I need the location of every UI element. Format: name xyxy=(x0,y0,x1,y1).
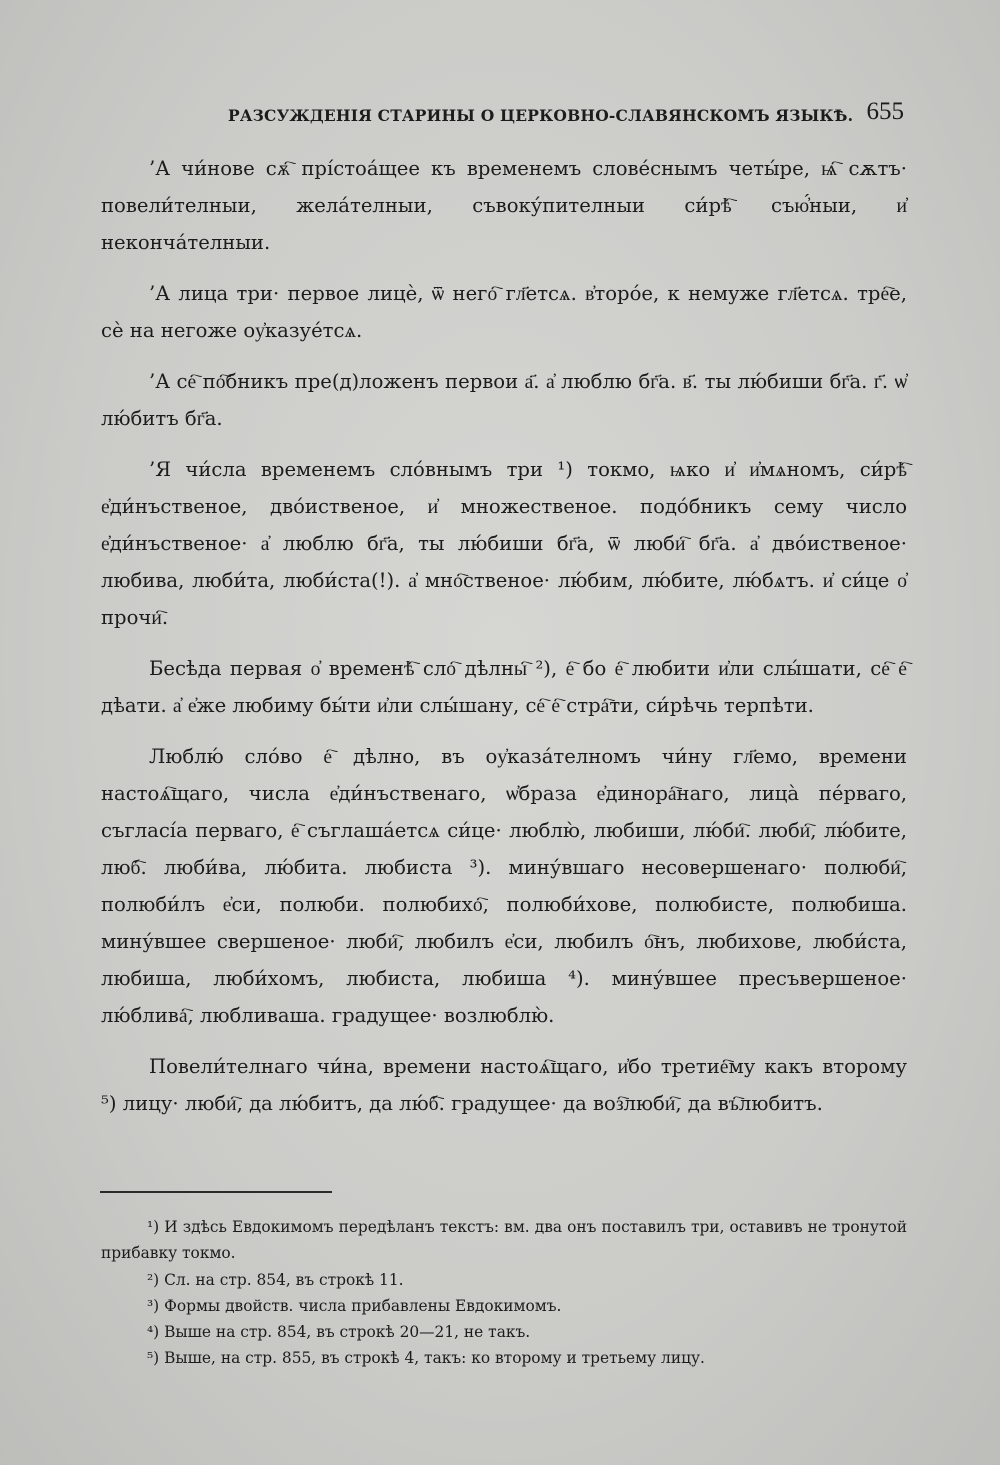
paragraph-person-example: ’А се҇ по҇бникъ пре(д)ложенъ первои а҃. а҆ люблю бг҃а. в҃. ты лю́биши бг҃а. г҃. ѡ҆ лю́битъ бг҃а. xyxy=(101,370,907,430)
footnote-2: ²) Сл. на стр. 854, въ строкѣ 11. xyxy=(147,1270,404,1289)
footnote-5: ⁵) Выше, на стр. 855, въ строкѣ 4, такъ: ко второму и третьему лицу. xyxy=(147,1349,705,1368)
page-number: 655 xyxy=(866,98,904,125)
paragraph-persons: ’А лица три· первое лицѐ, ѿ него҇ гл҃етсѧ. в҆торо́е, к немуже гл҃етсѧ. тре҇е, сѐ на негоже оу҆казуе́тсѧ. xyxy=(101,282,907,342)
main-text xyxy=(101,150,907,1136)
paragraph-first-discourse: Бесѣда первая о҆ временѣ҇ сло҇ дѣлны҇ ²), е҇ бо е҇ любити и҆ли слы́шати, се҇ е҇ дѣати. а҆ е҆же любиму бы́ти и҆ли слы́шану, се҇ е҇ стра҇ти, си́рѣчь терпѣти. xyxy=(101,657,907,717)
running-header xyxy=(228,100,908,130)
footnotes xyxy=(101,1214,907,1372)
footnote-4: ⁴) Выше на стр. 854, въ строкѣ 20—21, не такъ. xyxy=(147,1323,531,1342)
paragraph-numbers: ’Я чи́сла временемъ сло́внымъ три ¹) токмо, ѩко и҆ и҆мѧномъ, си́рѣ҇ е҆ди́нъственое, дво́иственое, и҆ множественое. подо́бникъ сему число е҆ди́нъственое· а҆ люблю бг҃а, ты лю́биши бг҃а, ѿ люби҇ бг҃а. а҆ дво́иственое· любива, люби́та, люби́ста(!). а҆ мно҇ственое· лю́бим, лю́бите, лю́бѧтъ. и҆ си́це о҆ прочи҇. xyxy=(101,458,907,629)
running-title: РАЗСУЖДЕНІЯ СТАРИНЫ О ЦЕРКОВНО-СЛАВЯНСКОМЪ ЯЗЫКѢ. xyxy=(228,106,854,125)
footnote-3: ³) Формы двойств. числа прибавлены Евдокимомъ. xyxy=(147,1296,562,1315)
paragraph-lublyu-conjugation: Люблю́ сло́во е҇ дѣлно, въ оу҆каза́телномъ чи́ну гл҃емо, времени настоѧ҇щаго, числа е҆ди́нъственаго, ѡ҆браза е҆динора҇наго, лица̀ пе́рваго, съгласі́а перваго, е҇ съглаша́етсѧ си́це· люблю̀, любиши, лю́би҇. люби҇, лю́бите, люб҇. люби́ва, лю́бита. любиста ³). мину́вшаго несовершенаго· полюби҇, полюби́лъ е҆си, полюби. полюбихо҇, полюби́хове, полюбисте, полюбиша. мину́вшее свершеное· люби҇, любилъ е҆си, любилъ о҇нъ, любихове, люби́ста, любиша, люби́хомъ, любиста, любиша ⁴). мину́вшее пресъвершеное· лю́блива҇, любливаша. градущее· возлюблю̀. xyxy=(101,745,907,1027)
paragraph-imperative: Повели́телнаго чи́на, времени настоѧ҇щаго, и҆бо третие҇му какъ второму ⁵) лицу· люби҇, да лю́битъ, да лю́б҇. градущее· да воз҇люби҇, да въ҇любитъ. xyxy=(101,1055,907,1115)
footnote-divider xyxy=(100,1191,332,1193)
paragraph-verb-moods: ’А чи́нове сѫ҇ прі́стоа́щее къ временемъ слове́снымъ четы́ре, ѩ҇ сѫтъ· повели́телныи, жела́телныи, съвоку́пителныи си́рѣ҇ съю҆́ныи, и҆ неконча́телныи. xyxy=(101,157,907,254)
footnote-1: ¹) И здѣсь Евдокимомъ передѣланъ текстъ: вм. два онъ поставилъ три, оставивъ не тронутой прибавку токмо. xyxy=(101,1218,907,1263)
